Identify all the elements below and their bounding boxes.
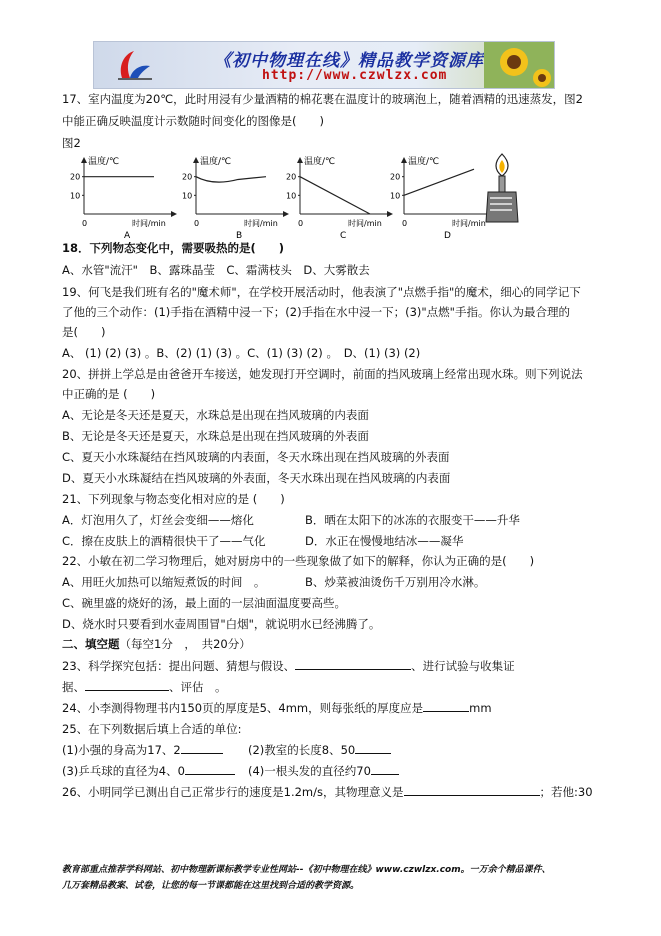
q23-text-d: 、评估 。: [169, 680, 227, 694]
q24-blank[interactable]: [423, 700, 469, 712]
q26-line: [62, 784, 593, 800]
chart-C: [286, 155, 392, 240]
q25-row2: [62, 763, 235, 779]
y-axis-label: 温度/℃: [408, 157, 440, 167]
q25-b-text: (2)教室的长度8、50: [248, 743, 356, 757]
q22-option-c: C、碗里盛的烧好的汤，最上面的一层油面温度要高些。: [62, 596, 347, 610]
q23-blank-2[interactable]: [85, 679, 169, 691]
q22-stem: 22、小敏在初二学习物理后，她对厨房中的一些现象做了如下的解释，你认为正确的是( ): [62, 554, 535, 568]
q23-line2: [62, 679, 227, 695]
figure-label: 图2: [62, 136, 81, 150]
q19-line3: 是( ): [62, 325, 106, 339]
q23-text-c: 据、: [62, 680, 85, 694]
x-axis-label: 时间/min: [452, 219, 486, 228]
section-note: （每空1分 ， 共20分）: [119, 637, 251, 651]
origin-label: 0: [402, 219, 408, 228]
q20-option-b: B、无论是冬天还是夏天，水珠总是出现在挡风玻璃的外表面: [62, 429, 369, 443]
q20-line1: 20、拼拼上学总是由爸爸开车接送，她发现打开空调时，前面的挡风玻璃上经常出现水珠。则下列说法: [62, 367, 583, 381]
q21-option-c: C．擦在皮肤上的酒精很快干了——气化: [62, 534, 266, 548]
sunflower-icon: [484, 42, 554, 88]
q22-option-a: A、用旺火加热可以缩短煮饭的时间 。: [62, 575, 266, 589]
y-tick-label: 20: [390, 172, 401, 182]
banner-url[interactable]: http://www.czwlzx.com: [262, 68, 448, 83]
q20-option-c: C、夏天小水珠凝结在挡风玻璃的内表面，冬天水珠出现在挡风玻璃的外表面: [62, 450, 450, 464]
section-heading: [62, 636, 251, 652]
q23-text-b: 、进行试验与收集证: [411, 659, 515, 673]
series-line: [196, 177, 266, 182]
q21-option-a: A．灯泡用久了，灯丝会变细——熔化: [62, 513, 254, 527]
q20-option-a: A、无论是冬天还是夏天，水珠总是出现在挡风玻璃的内表面: [62, 408, 369, 422]
q19-options: A、 (1) (2) (3) 。B、(2) (1) (3) 。C、(1) (3) (2) 。 D、(1) (3) (2): [62, 346, 421, 360]
q25-d-text: (4)一根头发的直径约70: [248, 764, 371, 778]
q20-line2: 中正确的是 ( ): [62, 387, 156, 401]
q17-line1: 17、室内温度为20℃，此时用浸有少量酒精的棉花裹在温度计的玻璃泡上，随着酒精的迅速蒸发，图2: [62, 92, 583, 106]
page-footer: [62, 862, 622, 894]
origin-label: 0: [194, 219, 200, 228]
series-line: [404, 169, 474, 195]
chart-label: B: [236, 231, 243, 240]
chart-label: D: [444, 231, 451, 240]
q21-option-b: B．晒在太阳下的冰冻的衣服变干——升华: [305, 513, 520, 527]
series-line: [300, 177, 370, 214]
q25-b-blank[interactable]: [355, 742, 391, 754]
origin-label: 0: [82, 219, 88, 228]
q25-stem: 25、在下列数据后填上合适的单位:: [62, 722, 242, 736]
q23-text-a: 23、科学探究包括：提出问题、猜想与假设、: [62, 659, 296, 673]
chart-label: C: [340, 231, 347, 240]
q26-tail: ；若他:30: [539, 785, 593, 799]
x-axis-label: 时间/min: [348, 219, 382, 228]
y-axis-label: 温度/℃: [88, 157, 120, 167]
origin-label: 0: [298, 219, 304, 228]
site-logo-icon: [114, 48, 154, 82]
q19-line2: 了他的三个动作：(1)手指在酒精中浸一下；(2)手指在水中浸一下；(3)"点燃"手指。你认为最合理的: [62, 305, 570, 319]
q22-option-d: D、烧水时只要看到水壶周围冒"白烟"，就说明水已经沸腾了。: [62, 617, 381, 631]
q25-c-blank[interactable]: [185, 763, 235, 775]
header-banner: [93, 41, 555, 89]
q21-option-d: D．水正在慢慢地结冰——凝华: [305, 534, 464, 548]
q25-a-text: (1)小强的身高为17、2: [62, 743, 181, 757]
y-tick-label: 10: [286, 191, 297, 201]
x-axis-label: 时间/min: [244, 219, 278, 228]
q25-a-blank[interactable]: [181, 742, 223, 754]
q17-line2: 中能正确反映温度计示数随时间变化的图像是( ): [62, 114, 324, 128]
q25-row1: [62, 742, 223, 758]
y-tick-label: 10: [70, 191, 81, 201]
footer-line2: 几万套精品教案、试卷，让您的每一节课都能在这里找到合适的教学资源。: [62, 881, 360, 891]
q24-text: 24、小李测得物理书内150页的厚度是5、4mm，则每张纸的厚度应是: [62, 701, 424, 715]
footer-line1: 教育部重点推荐学科网站、初中物理新课标教学专业性网站--《初中物理在线》www.czwlzx.com。一万余个精品课件、: [62, 865, 551, 875]
q24-line: [62, 700, 492, 716]
q25-d-blank[interactable]: [371, 763, 399, 775]
q18-stem: 18．下列物态变化中，需要吸热的是( ): [62, 241, 285, 255]
chart-D: [390, 155, 496, 240]
y-axis-label: 温度/℃: [304, 157, 336, 167]
x-axis-label: 时间/min: [132, 219, 166, 228]
q22-option-b: B、炒菜被油烫伤千万别用冷水淋。: [305, 575, 486, 589]
chart-B: [182, 155, 288, 240]
q20-option-d: D、夏天小水珠凝结在挡风玻璃的外表面，冬天水珠出现在挡风玻璃的内表面: [62, 471, 451, 485]
burning-finger-icon: [482, 152, 522, 228]
q26-text: 26、小明同学已测出自己正常步行的速度是1.2m/s，其物理意义是: [62, 785, 404, 799]
y-tick-label: 10: [390, 191, 401, 201]
q21-stem: 21、下列现象与物态变化相对应的是 ( ): [62, 492, 285, 506]
q25-c-text: (3)乒乓球的直径为4、0: [62, 764, 185, 778]
q18-options: A、水管"流汗" B、露珠晶莹 C、霜满枝头 D、大雾散去: [62, 263, 370, 277]
chart-A: [70, 155, 176, 240]
q26-blank[interactable]: [404, 784, 540, 796]
q25-row1b: [248, 742, 391, 758]
q23-blank-1[interactable]: [295, 658, 411, 670]
banner-title: 《初中物理在线》精品教学资源库: [214, 51, 484, 71]
y-tick-label: 20: [286, 172, 297, 182]
y-tick-label: 20: [182, 172, 193, 182]
y-tick-label: 20: [70, 172, 81, 182]
q19-line1: 19、何飞是我们班有名的"魔术师"，在学校开展活动时，他表演了"点燃手指"的魔术，细心的同学记下: [62, 285, 581, 299]
y-axis-label: 温度/℃: [200, 157, 232, 167]
section-title: 二、填空题: [62, 637, 120, 651]
q24-unit: mm: [469, 701, 492, 715]
q25-row2b: [248, 763, 399, 779]
q23-line1: [62, 658, 515, 674]
chart-label: A: [124, 231, 131, 240]
y-tick-label: 10: [182, 191, 193, 201]
